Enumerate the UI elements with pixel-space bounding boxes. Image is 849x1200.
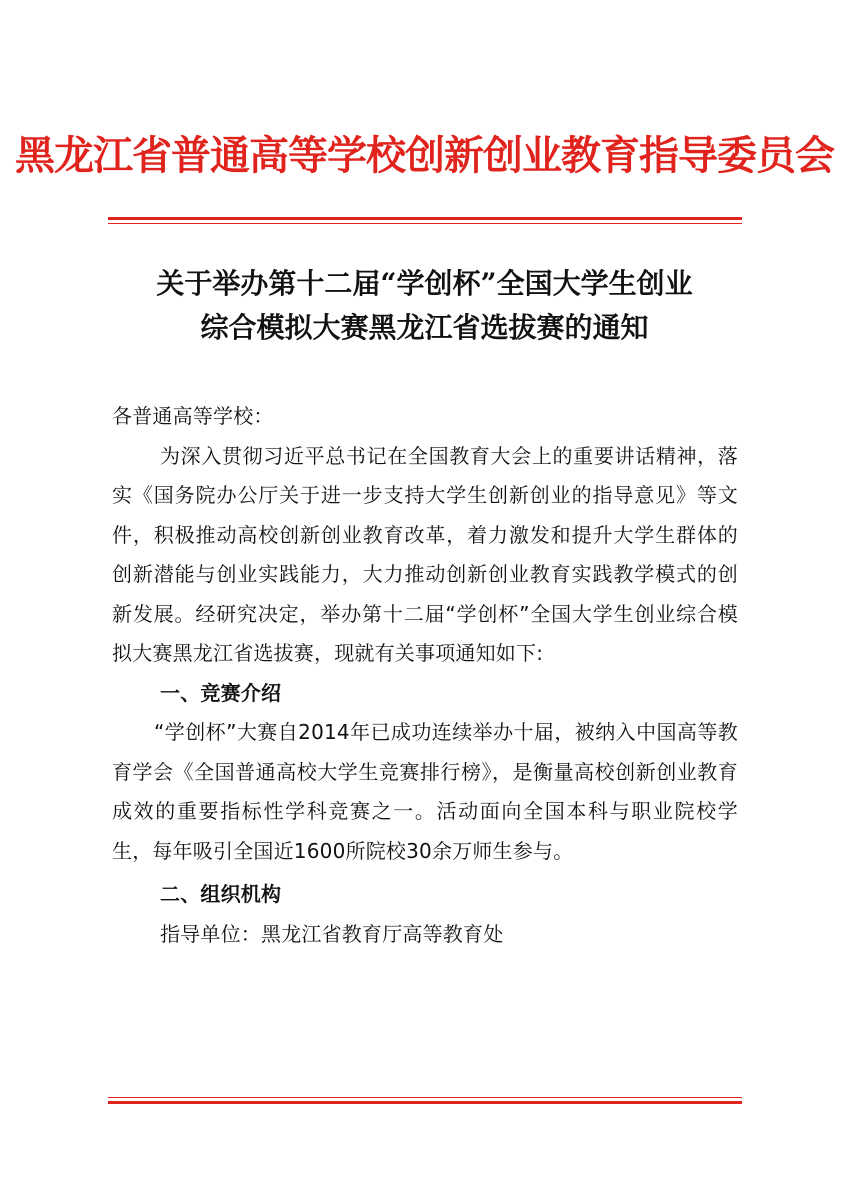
footer-divider-thin bbox=[108, 1097, 742, 1098]
issuing-organization-header bbox=[0, 128, 849, 184]
intro-paragraph: 为深入贯彻习近平总书记在全国教育大会上的重要讲话精神，落实《国务院办公厅关于进一步支持大学生创新创业的指导意见》等文件，积极推动高校创新创业教育改革，着力激发和提升大学生群体的创新潜能与创业实践能力，大力推动创新创业教育实践教学模式的创新发展。经研究决定，举办第十二届“学创杯”全国大学生创业综合模拟大赛黑龙江省选拔赛，现就有关事项通知如下: bbox=[112, 443, 738, 665]
section-1-heading: 一、竞赛介绍 bbox=[160, 680, 282, 705]
footer-divider-thick bbox=[108, 1101, 742, 1104]
document-title-line-1: 关于举办第十二届“学创杯”全国大学生创业 bbox=[156, 267, 693, 300]
salutation: 各普通高等学校： bbox=[112, 404, 274, 428]
header-divider-thin bbox=[108, 223, 742, 224]
section-2-paragraph: 指导单位：黑龙江省教育厅高等教育处 bbox=[160, 921, 504, 946]
document-title-line-2: 综合模拟大赛黑龙江省选拔赛的通知 bbox=[200, 311, 649, 344]
document-body bbox=[112, 397, 738, 954]
section-2-heading: 二、组织机构 bbox=[160, 882, 282, 906]
header-divider-thick bbox=[108, 217, 742, 220]
section-1-paragraph: “学创杯”大赛自2014年已成功连续举办十届，被纳入中国高等教育学会《全国普通高校大学生竞赛排行榜》，是衡量高校创新创业教育成效的重要指标性学科竞赛之一。活动面向全国本科与职业院校学生，每年吸引全国近1600所院校30余万师生参与。 bbox=[112, 720, 738, 863]
document-title bbox=[0, 262, 849, 350]
organization-name: 黑龙江省普通高等学校创新创业教育指导委员会 bbox=[15, 133, 834, 179]
